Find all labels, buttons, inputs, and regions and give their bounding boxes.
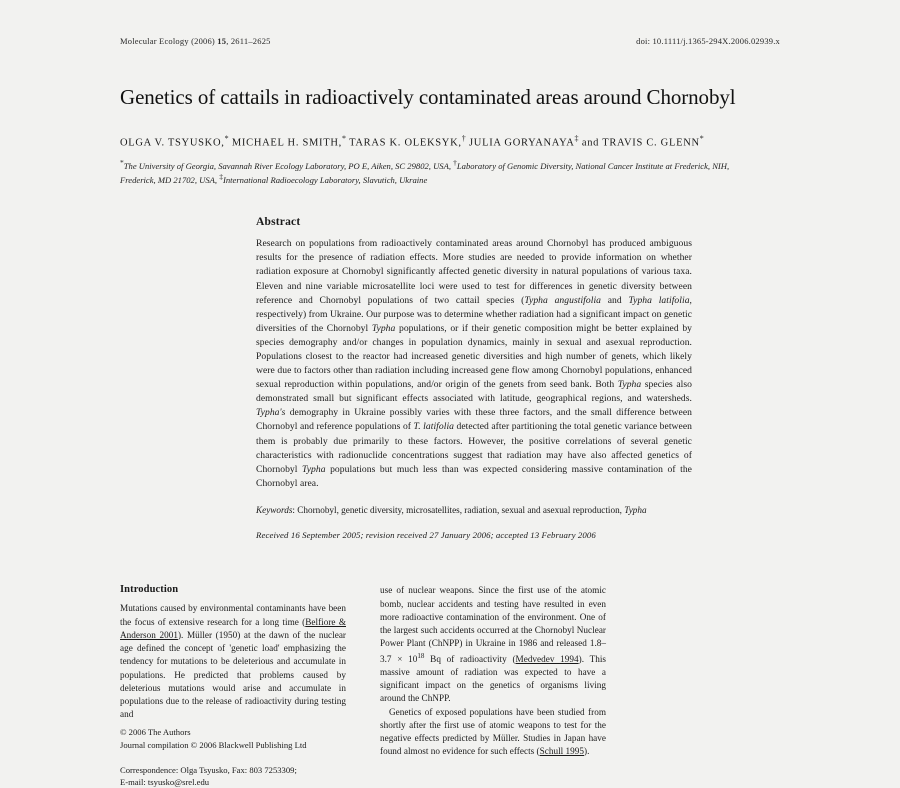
- received-dates: Received 16 September 2005; revision received 27 January 2006; accepted 13 February 2006: [256, 530, 596, 541]
- journal-volume: 15: [217, 36, 227, 46]
- column-right: [380, 584, 606, 788]
- intro-p3-part-a: Genetics of exposed populations have been studied from shortly after the first use of atomic weapons to test for the negative effects predicted by Müller. Studies in Japan have found almost no evidence for such effects (: [380, 706, 606, 757]
- intro-p1-part-b: ). Müller (1950) at the dawn of the nuclear age defined the concept of 'genetic load' emphasizing the tendency for mutations to be deleterious and accumulate in populations. He predicted that problems caused by deleterious mutations would arise and accumulate in populations due to the release of radioactivity during testing and: [120, 629, 347, 720]
- correspondence-line-2: E-mail: tsyusko@srel.edu: [120, 776, 210, 787]
- body-columns: [120, 584, 780, 788]
- journal-pages: , 2611–2625: [226, 36, 271, 46]
- section-heading-introduction: Introduction: [120, 584, 179, 596]
- column-left: [120, 584, 346, 788]
- citation-link-schull[interactable]: Schull 1995: [539, 746, 585, 757]
- page-footer: [120, 726, 307, 752]
- abstract-text: Research on populations from radioactively contaminated areas around Chornobyl has produced ambiguous results for the presence of radiation effects. More studies are needed to provide information on whether radiation exposure at Chornobyl significantly affected genetic diversity in natural populations of various taxa. Eleven and nine variable microsatellite loci were used to test for differences in genetic diversity between reference and Chornobyl populations of two cattail species (Typha angustifolia and Typha latifolia, respectively) from Ukraine. Our purpose was to determine whether radiation had a significant impact on genetic diversities of the Chornobyl Typha populations, or if their genetic composition might be better explained by species demography and/or changes in population dynamics, mainly in sexual and asexual reproduction. Populations closest to the reactor had increased genetic diversities and high number of genets, which likely were due to factors other than radiation including increased gene flow among Chornobyl populations, enhanced sexual reproduction within populations, and/or origin of the genets from seed bank. Both Typha species also demonstrated small but significant effects associated with latitude, geographical regions, and watersheds. Typha's demography in Ukraine possibly varies with these three factors, and the small difference between Chornobyl and reference populations of T. latifolia detected after partitioning the total genetic variance between them is probably due primarily to these factors. However, the positive correlations of several genetic characteristics with radionuclide concentrations suggest that radiation may have also affected genetics of Chornobyl Typha populations but much less than was expected considering massive contamination of the Chornobyl area.: [256, 238, 693, 489]
- journal-citation: [120, 36, 271, 46]
- correspondence-note: [120, 764, 346, 788]
- intro-p2-part-a: use of nuclear weapons. Since the first use of the atomic bomb, nuclear accidents and testing have resulted in even more radioactive contamination of the environment. One of the largest such accidents occurred at the Chornobyl Nuclear Power Plant (ChNPP) in Ukraine in 1986 and released 1.8–3.7 × 10: [380, 585, 606, 664]
- copyright-line-2: Journal compilation © 2006 Blackwell Publishing Ltd: [120, 740, 307, 751]
- intro-p2-part-c: ). This massive amount of radiation was expected to have a significant impact on the genetics of organisms living around the ChNPP.: [380, 653, 606, 704]
- intro-p2-exponent: 18: [417, 651, 425, 660]
- page-title: Genetics of cattails in radioactively contaminated areas around Chornobyl: [120, 85, 736, 109]
- running-head: [120, 36, 780, 46]
- citation-link-medvedev[interactable]: Medvedev 1994: [515, 653, 579, 664]
- journal-name: Molecular Ecology (2006): [120, 36, 218, 46]
- copyright-line-1: © 2006 The Authors: [120, 727, 191, 738]
- affiliations: *The University of Georgia, Savannah River Ecology Laboratory, PO E, Aiken, SC 29802, USA, †Laboratory of Genomic Diversity, National Cancer Institute at Frederick, NIH, Frederick, MD 21702, USA, ‡International Radioecology Laboratory, Slavutich, Ukraine: [120, 158, 730, 186]
- keywords-label: Keywords: [256, 504, 293, 515]
- intro-paragraph-2: [380, 584, 606, 705]
- intro-p2-part-b: Bq of radioactivity (: [424, 653, 516, 664]
- abstract-section: [256, 216, 692, 540]
- correspondence-line-1: Correspondence: Olga Tsyusko, Fax: 803 7253309;: [120, 764, 297, 775]
- intro-paragraph-3: [380, 706, 606, 759]
- author-list: OLGA V. TSYUSKO,* MICHAEL H. SMITH,* TARAS K. OLEKSYK,† JULIA GORYANAYA‡ and TRAVIS C. GLENN*: [120, 134, 704, 149]
- intro-p1-part-a: Mutations caused by environmental contaminants have been the focus of extensive research for a long time (: [120, 603, 346, 627]
- keywords: [256, 504, 692, 517]
- citation-link-belfiore-anderson[interactable]: Belfiore & Anderson 2001: [120, 616, 346, 640]
- keywords-text: : Chornobyl, genetic diversity, microsatellites, radiation, sexual and asexual reproduction, Typha: [292, 504, 647, 515]
- intro-paragraph-1: [120, 602, 346, 721]
- doi: doi: 10.1111/j.1365-294X.2006.02939.x: [636, 36, 780, 46]
- intro-p3-part-b: ).: [584, 746, 590, 757]
- abstract-heading: Abstract: [256, 216, 301, 229]
